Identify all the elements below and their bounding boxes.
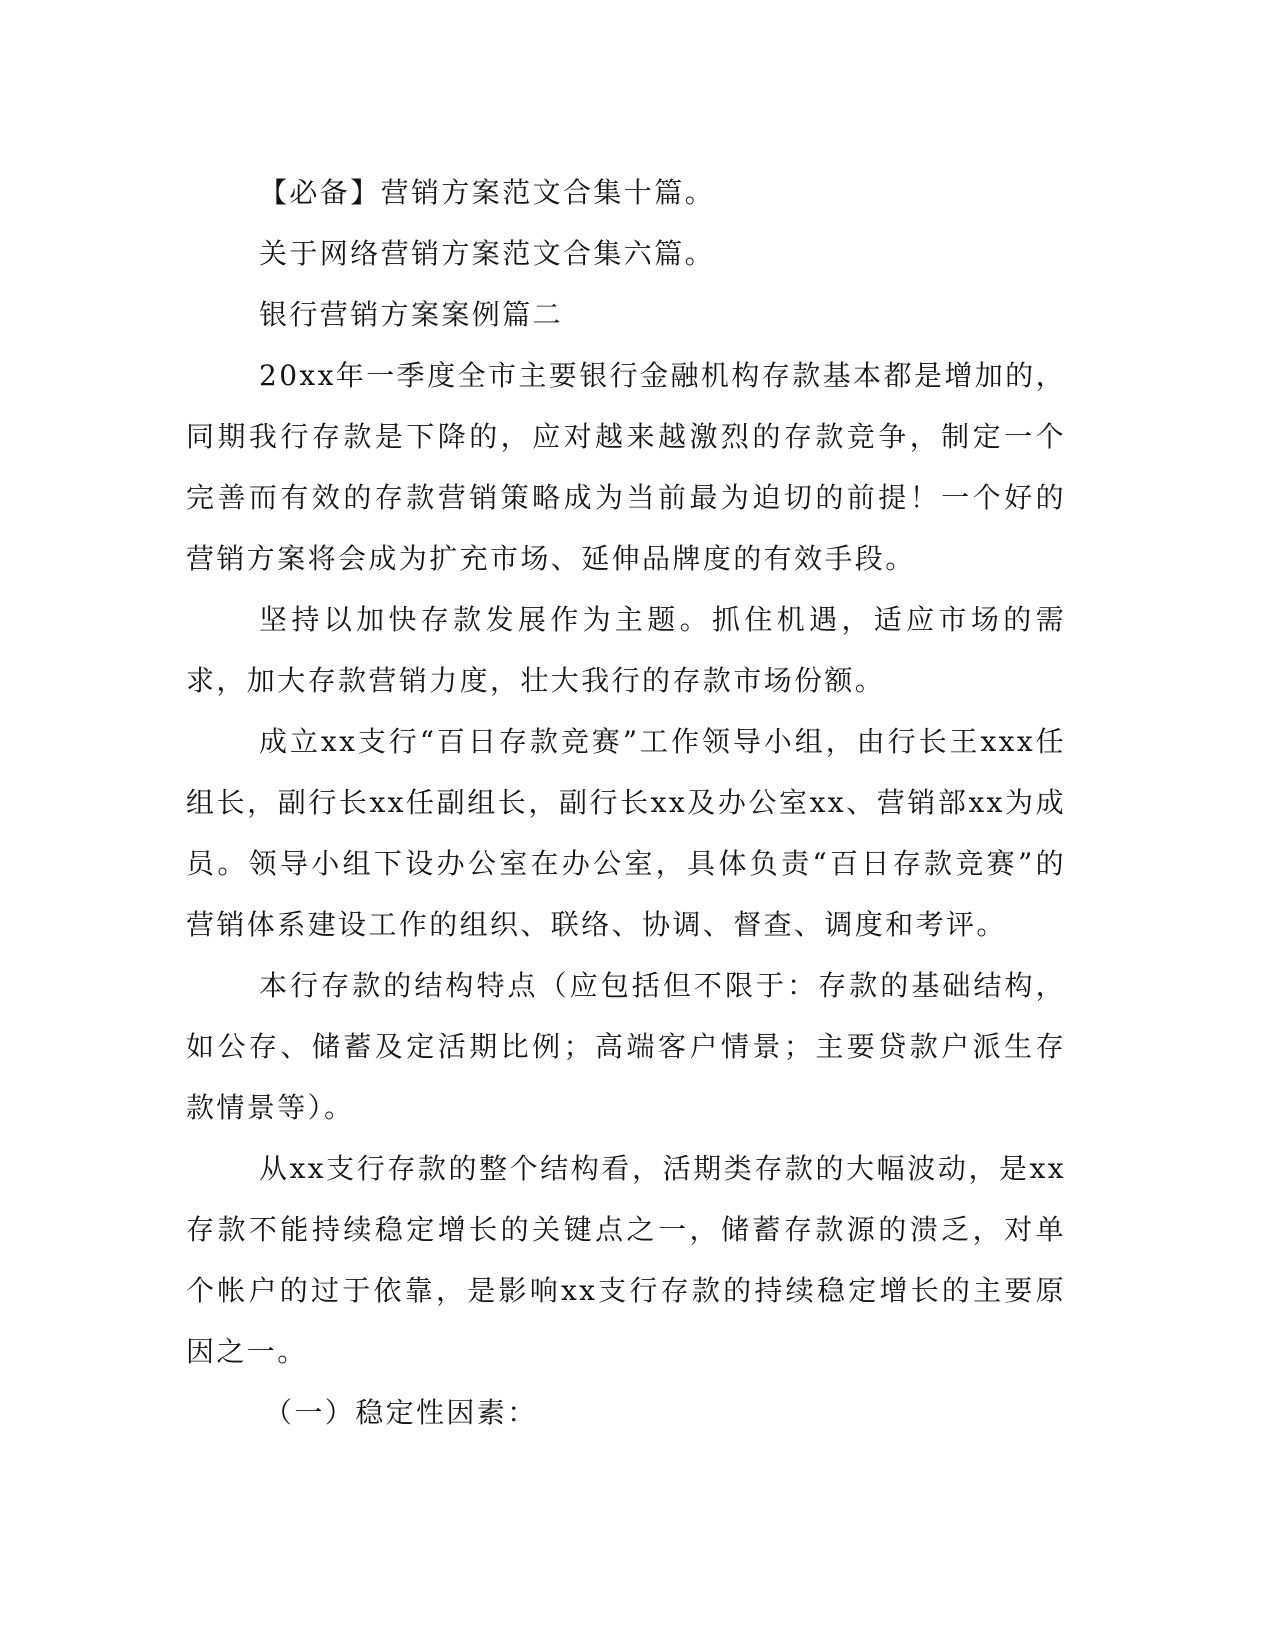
paragraph-heading-2: 关于网络营销方案范文合集六篇。 <box>259 237 716 270</box>
paragraph-structure-features: 本行存款的结构特点（应包括但不限于：存款的基础结构，如公存、储蓄及定活期比例；高端客户情景；主要贷款户派生存款情景等）。 <box>186 969 1066 1124</box>
paragraph-intro: 20xx年一季度全市主要银行金融机构存款基本都是增加的，同期我行存款是下降的，应对越来越激烈的存款竞争，制定一个完善而有效的存款营销策略成为当前最为迫切的前提！一个好的营销方案将会成为扩充市场、延伸品牌度的有效手段。 <box>186 359 1066 575</box>
paragraph-theme: 坚持以加快存款发展作为主题。抓住机遇，适应市场的需求，加大存款营销力度，壮大我行的存款市场份额。 <box>186 603 1066 697</box>
paragraph-structure-analysis: 从xx支行存款的整个结构看，活期类存款的大幅波动，是xx存款不能持续稳定增长的关键点之一，储蓄存款源的溃乏，对单个帐户的过于依靠，是影响xx支行存款的持续稳定增长的主要原因之一。 <box>186 1152 1066 1368</box>
paragraph-leadership-group: 成立xx支行“百日存款竞赛”工作领导小组，由行长王xxx任组长，副行长xx任副组长，副行长xx及办公室xx、营销部xx为成员。领导小组下设办公室在办公室，具体负责“百日存款竞赛”的营销体系建设工作的组织、联络、协调、督查、调度和考评。 <box>186 725 1066 941</box>
paragraph-stability-factors: （一）稳定性因素： <box>264 1396 538 1429</box>
paragraph-section-title: 银行营销方案案例篇二 <box>259 298 564 331</box>
paragraph-heading-1: 【必备】营销方案范文合集十篇。 <box>259 176 716 209</box>
document-body <box>186 162 1066 1443</box>
